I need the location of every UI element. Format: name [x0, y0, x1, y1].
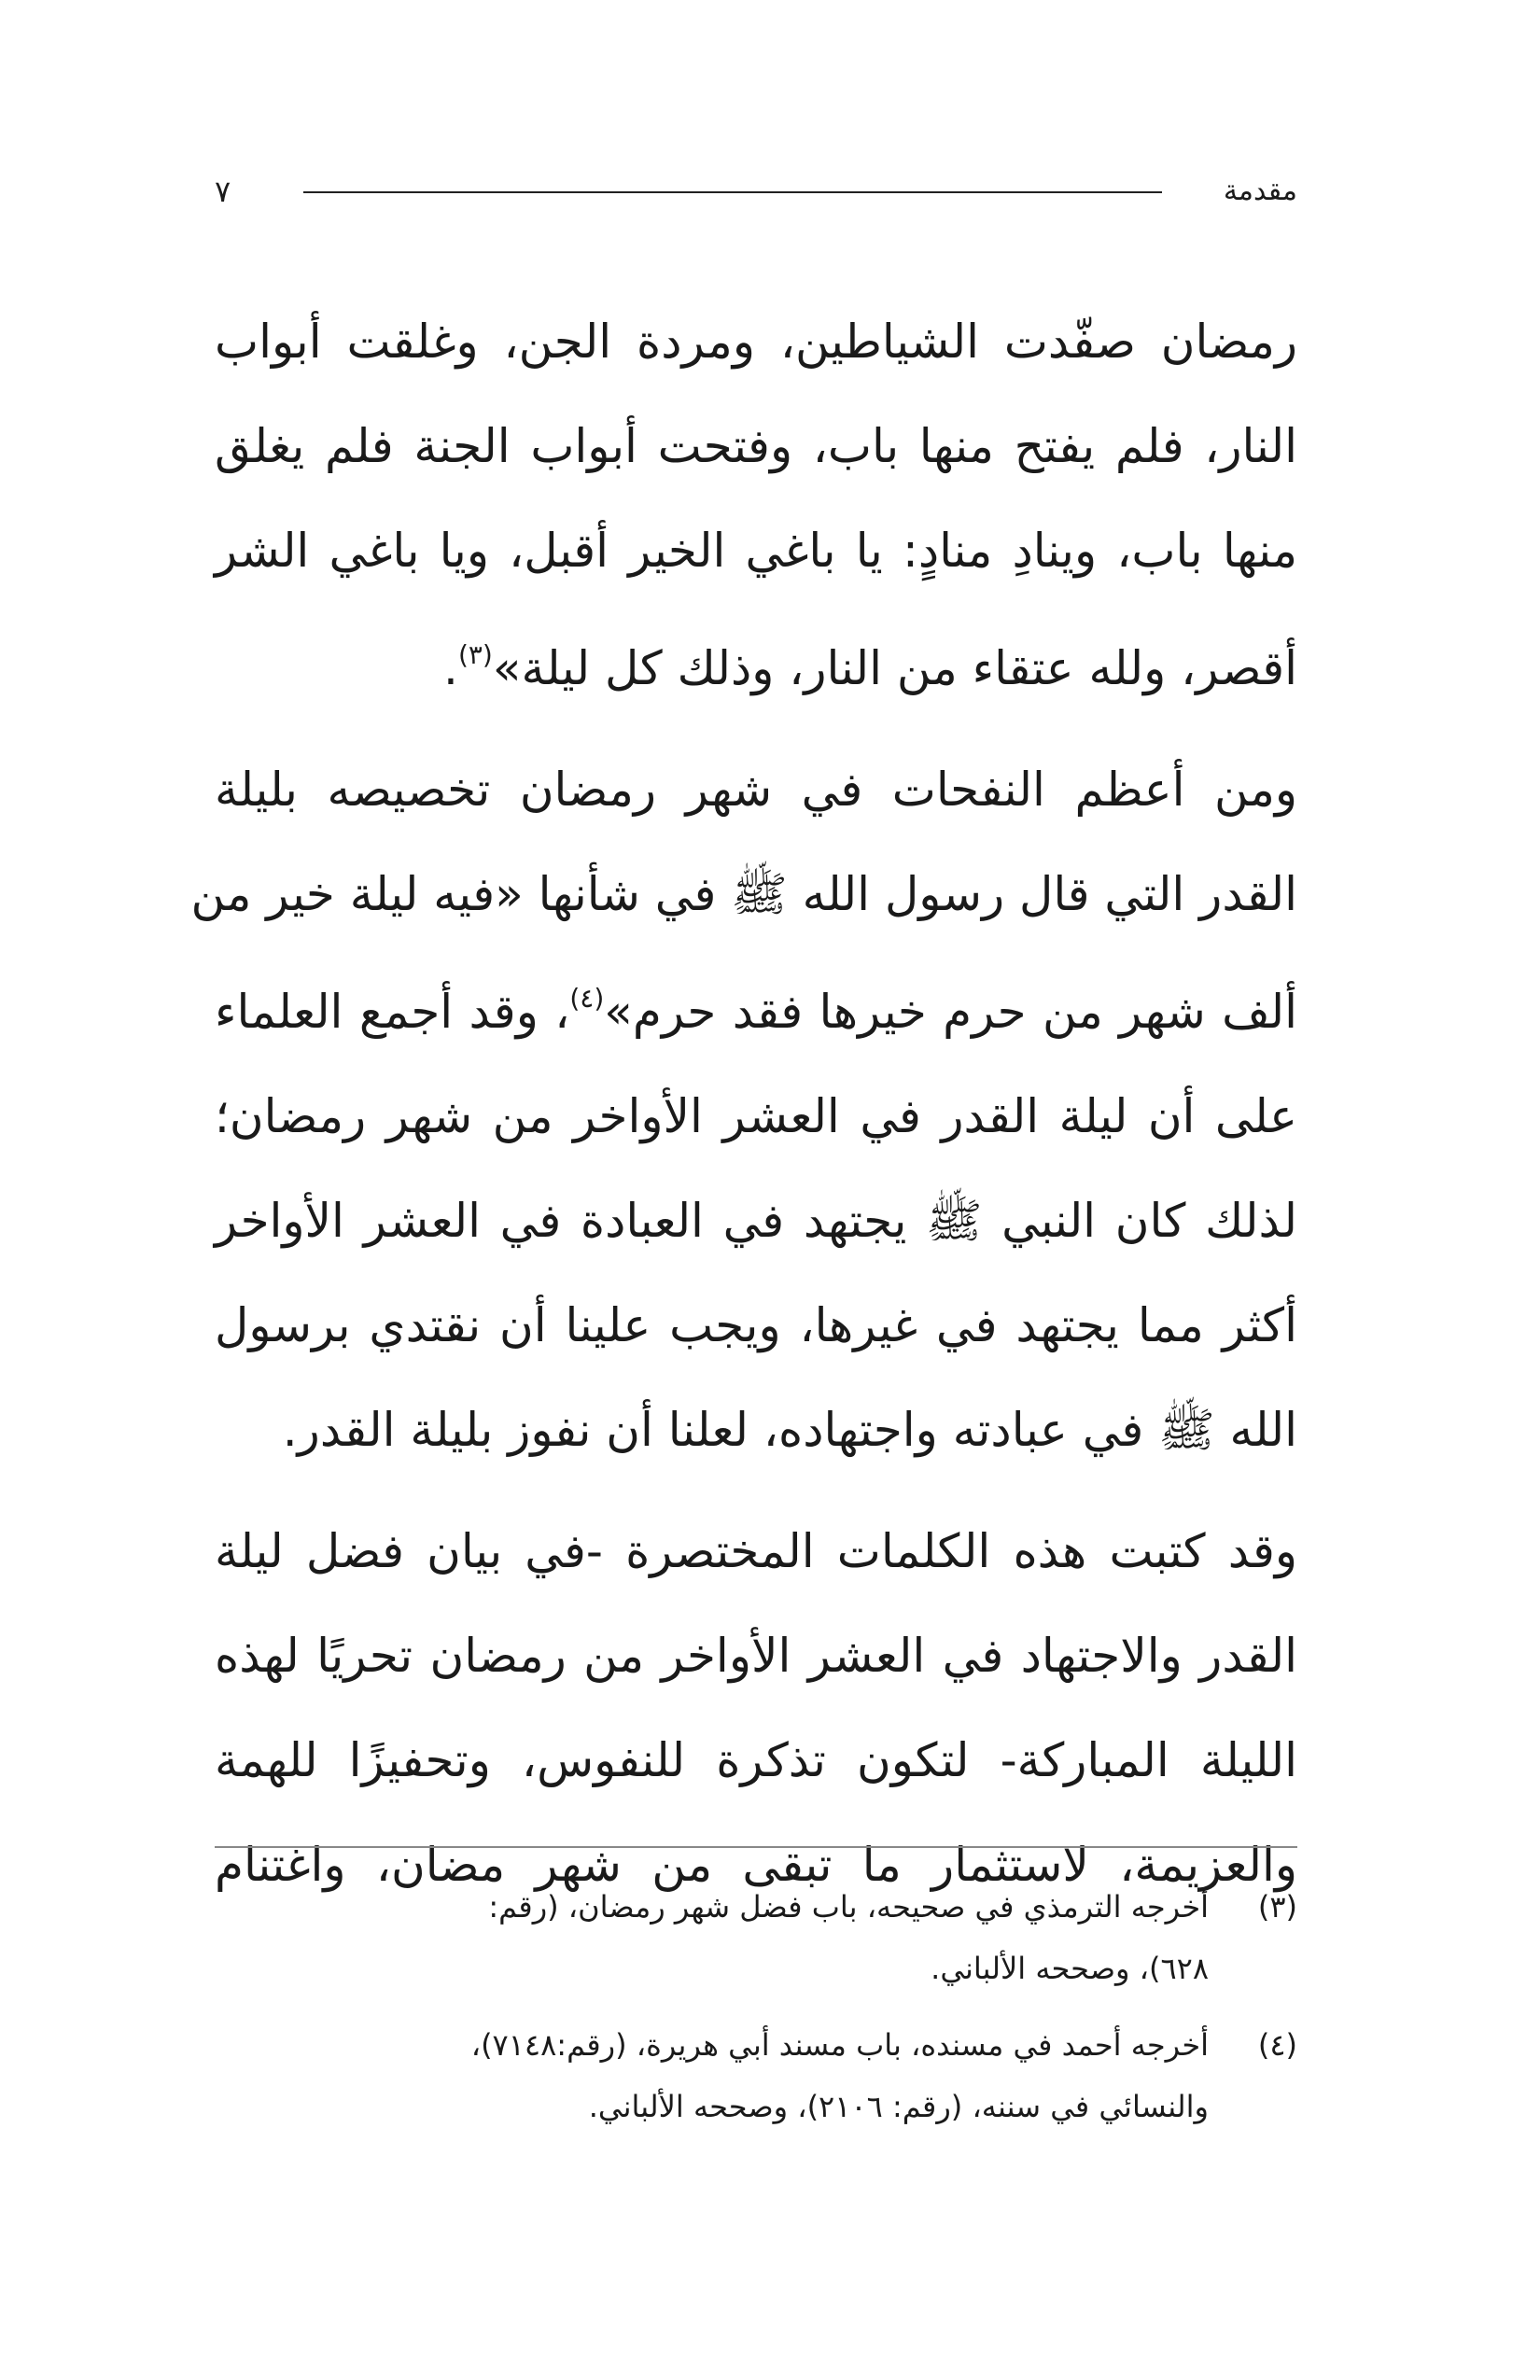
text-line: ومن أعظم النفحات في شهر رمضان تخصيصه بليلة	[215, 763, 1297, 817]
text-line: أخرجه الترمذي في صحيحه، باب فضل شهر رمضان، (رقم:	[488, 1889, 1209, 1925]
footnote-separator	[215, 1846, 1297, 1848]
text-line: والعزيمة، لاستثمار ما تبقى من شهر مضان، واغتنام	[215, 1838, 1297, 1892]
text-line	[215, 946, 1297, 1064]
text-line: وقد كتبت هذه الكلمات المختصرة -في بيان فضل ليلة	[215, 1524, 1297, 1578]
text-segment: .	[443, 641, 458, 695]
running-header	[215, 163, 1297, 219]
text-line: والنسائي في سننه، (رقم: ٢١٠٦)، وصححه الألباني.	[588, 2089, 1209, 2124]
chapter-title: مقدمة	[1223, 175, 1297, 207]
paragraph-2	[190, 737, 1297, 1482]
footnote-number: (٣)	[1257, 1889, 1297, 1925]
footnote-number: (٤)	[1257, 2027, 1297, 2063]
paragraph-1	[215, 289, 1297, 721]
text-line: القدر التي قال رسول الله ﷺ في شأنها «فيه ليلة خير من	[190, 867, 1297, 921]
text-segment: ألف شهر من حرم خيرها فقد حرم»	[604, 985, 1297, 1039]
text-line: النار، فلم يفتح منها باب، وفتحت أبواب الجنة فلم يغلق	[215, 419, 1297, 473]
text-line: الله ﷺ في عبادته واجتهاده، لعلنا أن نفوز بليلة القدر.	[282, 1403, 1297, 1457]
paragraph-3	[215, 1499, 1297, 1917]
text-line: على أن ليلة القدر في العشر الأواخر من شهر رمضان؛	[215, 1089, 1297, 1143]
footnote-ref[interactable]: (٣)	[457, 639, 493, 670]
text-line: القدر والاجتهاد في العشر الأواخر من رمضان تحريًا لهذه	[215, 1629, 1297, 1683]
text-line: رمضان صفّدت الشياطين، ومردة الجن، وغلقت أبواب	[215, 315, 1297, 369]
text-segment: أقصر، ولله عتقاء من النار، وذلك كل ليلة»	[492, 641, 1297, 695]
text-segment: ، وقد أجمع العلماء	[215, 985, 570, 1039]
text-line: أخرجه أحمد في مسنده، باب مسند أبي هريرة، (رقم:٧١٤٨)،	[470, 2027, 1209, 2063]
header-rule	[303, 191, 1162, 193]
text-line: لذلك كان النبي ﷺ يجتهد في العبادة في العشر الأواخر	[215, 1194, 1297, 1248]
text-line	[215, 603, 1297, 721]
footnote-ref[interactable]: (٤)	[569, 983, 605, 1014]
footnote-item	[215, 1876, 1297, 1999]
text-line: الليلة المباركة- لتكون تذكرة للنفوس، وتحفيزًا للهمة	[215, 1733, 1297, 1787]
main-text	[190, 289, 1297, 1934]
text-line: ٦٢٨)، وصححه الألباني.	[931, 1951, 1209, 1986]
text-line: أكثر مما يجتهد في غيرها، ويجب علينا أن نقتدي برسول	[215, 1298, 1297, 1352]
footnote-item	[215, 2014, 1297, 2137]
text-line: منها باب، وينادِ منادٍ: يا باغي الخير أقبل، ويا باغي الشر	[215, 524, 1297, 578]
footnotes	[215, 1876, 1297, 2152]
footnote-text	[215, 1876, 1209, 1999]
footnote-text	[215, 2014, 1209, 2137]
page-number: ٧	[215, 174, 231, 209]
